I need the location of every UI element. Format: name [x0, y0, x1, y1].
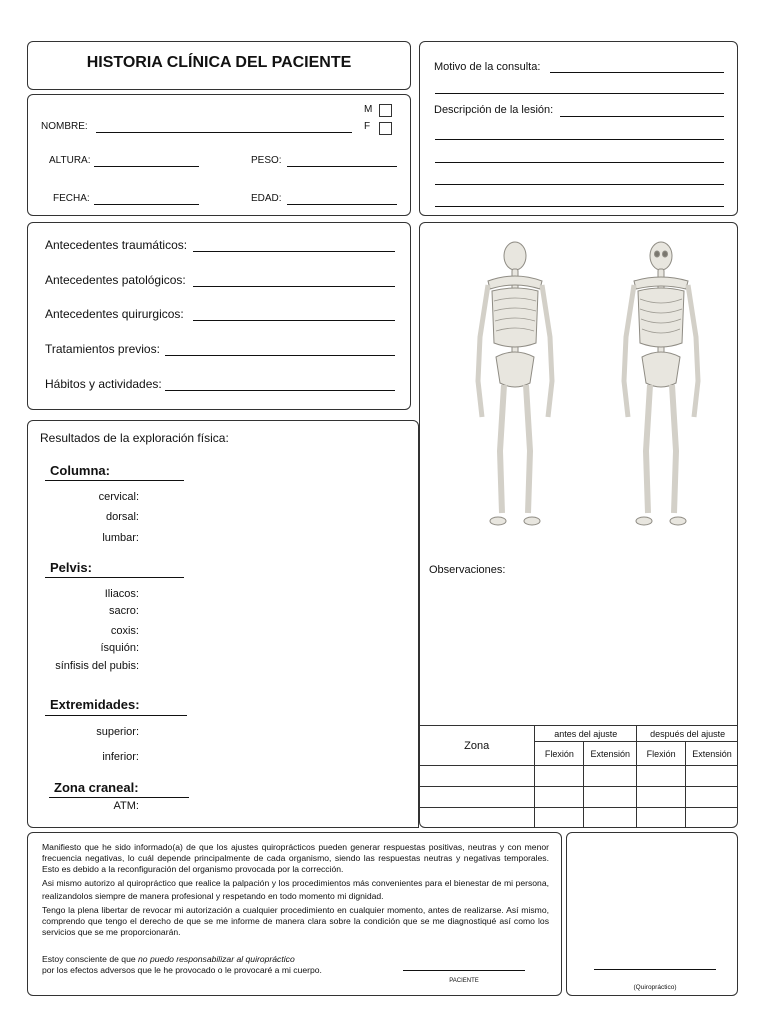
skeleton-back-image: [470, 241, 560, 533]
section-extremidades-underline: [45, 715, 187, 716]
consent-disclaimer: [42, 954, 382, 976]
history-traumatic-field[interactable]: [193, 251, 395, 252]
age-label: EDAD:: [251, 193, 282, 204]
age-field[interactable]: [287, 204, 397, 205]
consent-text: [42, 842, 549, 938]
reason-field[interactable]: [550, 72, 724, 73]
history-pathologic-label: Antecedentes patológicos:: [45, 273, 186, 287]
date-label: FECHA:: [53, 193, 90, 204]
exam-item-superior: superior:: [96, 726, 139, 738]
after-adjust-header: después del ajuste: [637, 726, 738, 742]
consultation-box: [419, 41, 738, 216]
lesion-field-5[interactable]: [435, 206, 724, 207]
exam-item-sinfisis: sínfisis del pubis:: [55, 660, 139, 672]
lesion-field-3[interactable]: [435, 162, 724, 163]
exam-title: Resultados de la exploración física:: [40, 431, 229, 445]
exam-item-isquion: ísquión:: [100, 642, 139, 654]
section-pelvis: Pelvis:: [50, 560, 92, 575]
zone-row[interactable]: [419, 787, 738, 808]
history-treatments-label: Tratamientos previos:: [45, 342, 160, 356]
sex-m-label: M: [364, 104, 373, 115]
lesion-field[interactable]: [560, 116, 724, 117]
sex-f-label: F: [364, 121, 371, 132]
before-adjust-header: antes del ajuste: [535, 726, 637, 742]
observations-label: Observaciones:: [429, 564, 506, 576]
history-pathologic-field[interactable]: [193, 286, 395, 287]
history-surgical-label: Antecedentes quirurgicos:: [45, 307, 184, 321]
history-surgical-field[interactable]: [193, 320, 395, 321]
section-columna-underline: [45, 480, 184, 481]
lesion-label: Descripción de la lesión:: [434, 104, 554, 116]
observations-area[interactable]: [429, 581, 729, 721]
before-extension-header: Extensión: [584, 742, 637, 766]
skeleton-box: [419, 222, 738, 828]
height-field[interactable]: [94, 166, 199, 167]
name-field[interactable]: [96, 132, 352, 133]
exam-box: [27, 420, 419, 828]
exam-item-coxis: coxis:: [110, 625, 139, 637]
exam-item-sacro: sacro:: [109, 605, 139, 617]
sex-m-checkbox[interactable]: [379, 104, 392, 117]
chiropractor-signature-box: [566, 832, 738, 996]
zone-row[interactable]: [419, 808, 738, 827]
zone-table: [419, 725, 738, 827]
patient-signature-line[interactable]: [403, 970, 525, 971]
after-flexion-header: Flexión: [637, 742, 686, 766]
weight-field[interactable]: [287, 166, 397, 167]
chiropractor-signature-label: (Quiropráctico): [633, 984, 677, 991]
skeleton-front-image: [616, 241, 706, 533]
exam-item-iliacos: Iliacos:: [104, 588, 139, 600]
page-title: HISTORIA CLÍNICA DEL PACIENTE: [86, 54, 352, 71]
sex-f-checkbox[interactable]: [379, 122, 392, 135]
consent-disclaimer-end: por los efectos adversos que le he provocado o le provocaré a mi cuerpo.: [42, 965, 322, 975]
section-columna: Columna:: [50, 463, 110, 478]
consent-disclaimer-emphasis: no puedo responsabilizar al quiropráctico: [138, 954, 295, 964]
name-label: NOMBRE:: [41, 121, 88, 132]
before-flexion-header: Flexión: [535, 742, 584, 766]
section-craneal-underline: [49, 797, 189, 798]
patient-signature-label: PACIENTE: [449, 978, 479, 984]
reason-field-2[interactable]: [435, 93, 724, 94]
consent-disclaimer-start: Estoy consciente de que: [42, 954, 139, 964]
exam-item-inferior: inferior:: [102, 751, 139, 763]
section-craneal: Zona craneal:: [54, 780, 139, 795]
consent-box: [27, 832, 562, 996]
exam-item-dorsal: dorsal:: [105, 511, 139, 523]
exam-item-lumbar: lumbar:: [102, 532, 139, 544]
history-traumatic-label: Antecedentes traumáticos:: [45, 238, 188, 252]
lesion-field-4[interactable]: [435, 184, 724, 185]
exam-item-cervical: cervical:: [98, 491, 139, 503]
consent-paragraph-3: Tengo la plena libertar de revocar mi autorización a cualquier procedimiento en cualquier momento, antes de realizarse. Así mismo, comprendo que tengo el derecho de que se me informe de manera clara sobre la condición que se me diagnostiqué así como los servicios que se me proporcionarán.: [42, 905, 549, 937]
reason-label: Motivo de la consulta:: [434, 61, 541, 73]
section-extremidades: Extremidades:: [50, 697, 140, 712]
history-box: [27, 222, 411, 410]
zone-header: Zona: [419, 726, 535, 766]
section-pelvis-underline: [45, 577, 184, 578]
after-extension-header: Extensión: [686, 742, 738, 766]
history-habits-field[interactable]: [165, 390, 395, 391]
date-field[interactable]: [94, 204, 199, 205]
consent-paragraph-2: Asi mismo autorizo al quiropráctico que realice la palpación y los procedimientos más convenientes para el bienestar de mi persona, realizandolos siempre de manera profesional y respetando en todo momento mi dignidad.: [42, 878, 549, 901]
weight-label: PESO:: [251, 155, 282, 166]
patient-info-box: [27, 94, 411, 216]
height-label: ALTURA:: [49, 155, 91, 166]
lesion-field-2[interactable]: [435, 139, 724, 140]
history-treatments-field[interactable]: [165, 355, 395, 356]
zone-row[interactable]: [419, 766, 738, 787]
consent-paragraph-1: Manifiesto que he sido informado(a) de que los ajustes quiroprácticos pueden generar respuestas positivas, neutras y con menor frecuencia negativas, lo cuál depende principalmente de cada organismo, siendo las respuestas neutras y negativas temporales. Esto es debido a la reconfiguración del organismo provocada por la corrección.: [42, 842, 549, 874]
title-box: [27, 41, 411, 90]
chiropractor-signature-line[interactable]: [594, 969, 716, 970]
exam-item-atm: ATM:: [113, 800, 139, 812]
history-habits-label: Hábitos y actividades:: [45, 377, 162, 391]
